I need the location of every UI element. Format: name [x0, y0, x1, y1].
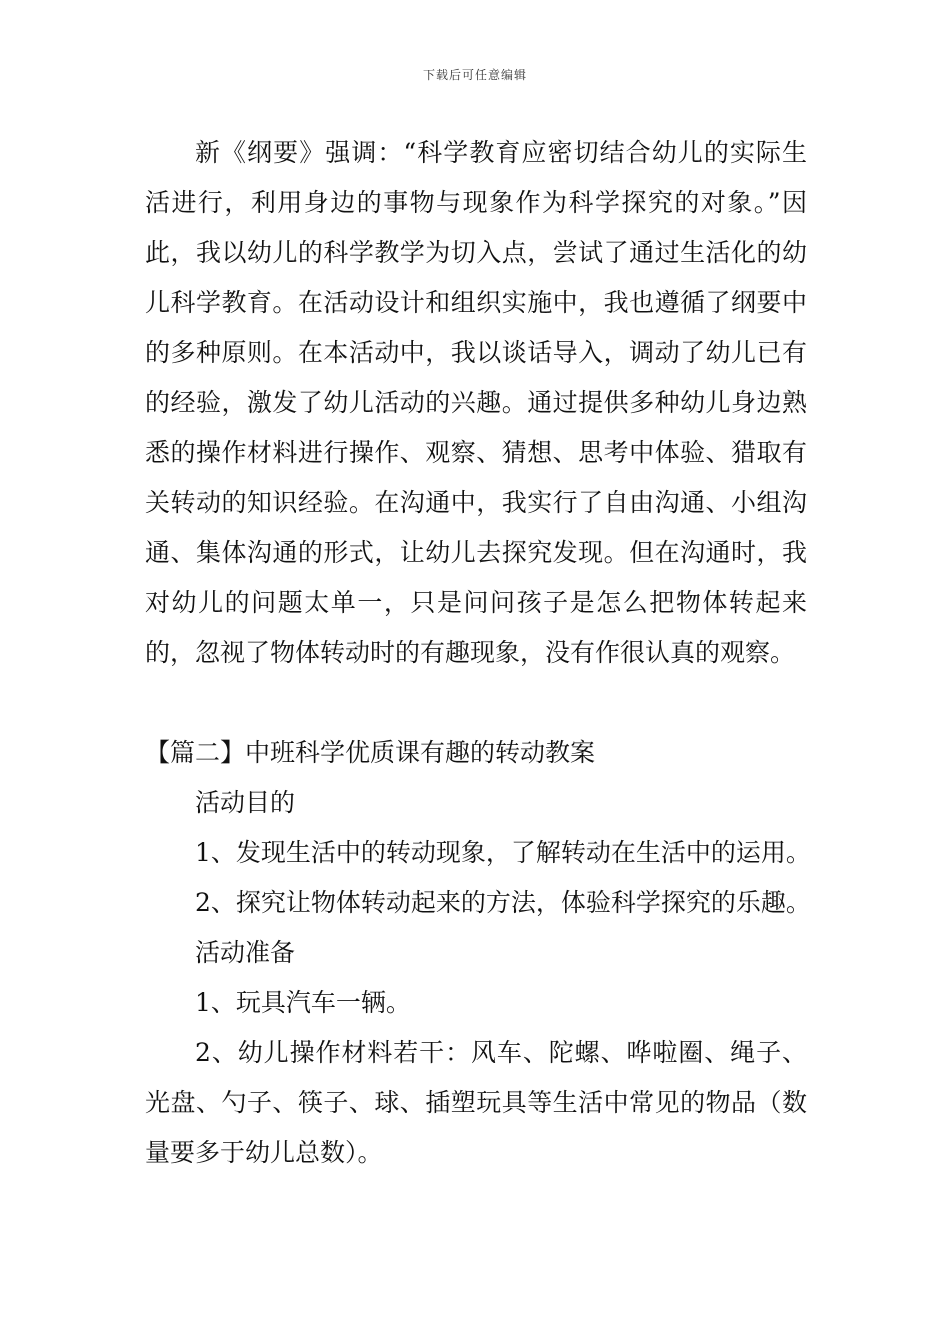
preparation-item-1: 1、玩具汽车一辆。	[195, 988, 411, 1017]
reflection-paragraph: 新《纲要》强调：“科学教育应密切结合幼儿的实际生活进行，利用身边的事物与现象作为科学探究的对象。”因此，我以幼儿的科学教学为切入点，尝试了通过生活化的幼儿科学教育。在活动设计和组织实施中，我也遵循了纲要中的多种原则。在本活动中，我以谈话导入，调动了幼儿已有的经验，激发了幼儿活动的兴趣。通过提供多种幼儿身边熟悉的操作材料进行操作、观察、猜想、思考中体验、猎取有关转动的知识经验。在沟通中，我实行了自由沟通、小组沟通、集体沟通的形式，让幼儿去探究发现。但在沟通时，我对幼儿的问题太单一，只是问问孩子是怎么把物体转起来的，忽视了物体转动时的有趣现象，没有作很认真的观察。	[145, 138, 807, 667]
goals-heading: 活动目的	[195, 788, 296, 817]
goal-item-1: 1、发现生活中的转动现象，了解转动在生活中的运用。	[195, 838, 811, 867]
page-header-note: 下载后可任意编辑	[422, 68, 527, 82]
section-title: 【篇二】中班科学优质课有趣的转动教案	[145, 738, 596, 767]
document-body	[145, 128, 811, 1178]
goal-item-2: 2、探究让物体转动起来的方法，体验科学探究的乐趣。	[195, 888, 811, 917]
paragraph-spacer	[145, 678, 807, 728]
preparation-heading: 活动准备	[195, 938, 296, 967]
preparation-item-2: 2、幼儿操作材料若干：风车、陀螺、哗啦圈、绳子、光盘、勺子、筷子、球、插塑玩具等生活中常见的物品（数量要多于幼儿总数）。	[145, 1038, 807, 1167]
